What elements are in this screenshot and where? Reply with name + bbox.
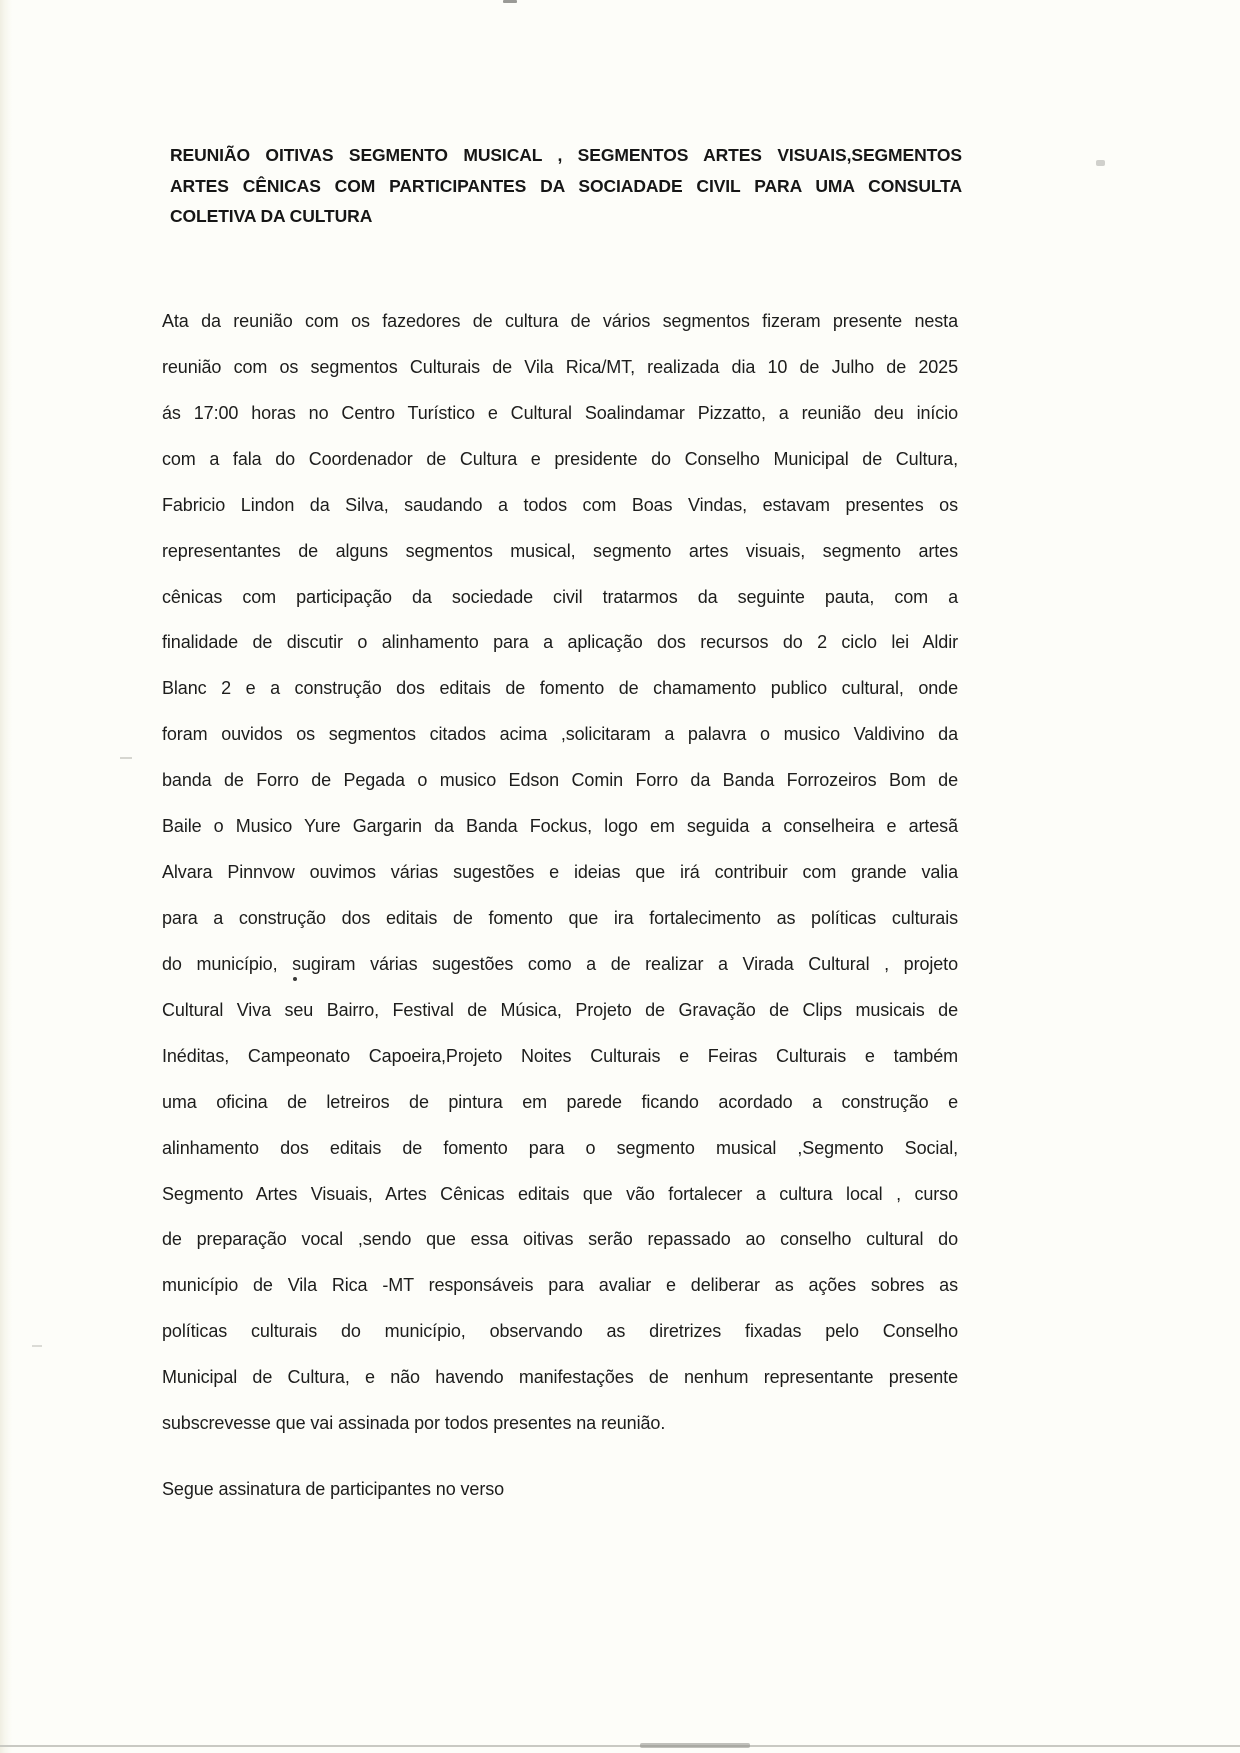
- body-line: finalidade de discutir o alinhamento para a aplicação dos recursos do 2 ciclo lei Aldir: [162, 632, 958, 653]
- scan-artifact: [503, 0, 517, 3]
- body-line: para a construção dos editais de fomento que ira fortalecimento as políticas culturais: [162, 907, 958, 928]
- body-line: Alvara Pinnvow ouvimos várias sugestões e ideias que irá contribuir com grande valia: [162, 862, 958, 883]
- body-line: Ata da reunião com os fazedores de cultura de vários segmentos fizeram presente nesta: [162, 311, 958, 331]
- body-line: Municipal de Cultura, e não havendo manifestações de nenhum representante presente: [162, 1367, 958, 1388]
- document-title-line: ARTES CÊNICAS COM PARTICIPANTES DA SOCIADADE CIVIL PARA UMA CONSULTA: [170, 175, 962, 196]
- scan-artifact: [32, 1345, 42, 1347]
- body-line: alinhamento dos editais de fomento para o segmento musical ,Segmento Social,: [162, 1137, 958, 1158]
- document-title-line: COLETIVA DA CULTURA: [170, 206, 373, 226]
- closing-line: Segue assinatura de participantes no verso: [162, 1479, 505, 1499]
- body-line: Baile o Musico Yure Gargarin da Banda Fockus, logo em seguida a conselheira e artesã: [162, 816, 958, 837]
- body-line: cênicas com participação da sociedade civil tratarmos da seguinte pauta, com a: [162, 586, 958, 607]
- body-line: Fabricio Lindon da Silva, saudando a todos com Boas Vindas, estavam presentes os: [162, 494, 958, 515]
- body-line: políticas culturais do município, observando as diretrizes fixadas pelo Conselho: [162, 1321, 958, 1342]
- body-line: ás 17:00 horas no Centro Turístico e Cultural Soalindamar Pizzatto, a reunião deu início: [162, 402, 958, 423]
- scan-artifact: [1096, 160, 1105, 166]
- body-line: Inéditas, Campeonato Capoeira,Projeto Noites Culturais e Feiras Culturais e também: [162, 1045, 958, 1066]
- body-line: Cultural Viva seu Bairro, Festival de Música, Projeto de Gravação de Clips musicais de: [162, 999, 958, 1020]
- body-line: banda de Forro de Pegada o musico Edson Comin Forro da Banda Forrozeiros Bom de: [162, 770, 958, 791]
- scan-bottom-edge-line: [0, 1745, 1240, 1747]
- document-body: [162, 299, 958, 1447]
- document-title: [170, 140, 962, 232]
- document-closing: [162, 1467, 958, 1512]
- body-line: representantes de alguns segmentos musical, segmento artes visuais, segmento artes: [162, 540, 958, 561]
- document-title-line: REUNIÃO OITIVAS SEGMENTO MUSICAL , SEGMENTOS ARTES VISUAIS,SEGMENTOS: [170, 145, 962, 165]
- body-line: de preparação vocal ,sendo que essa oitivas serão repassado ao conselho cultural do: [162, 1229, 958, 1250]
- body-line: subscrevesse que vai assinada por todos presentes na reunião.: [162, 1413, 666, 1434]
- scan-left-edge-shading: [0, 0, 12, 1753]
- body-line: município de Vila Rica -MT responsáveis para avaliar e deliberar as ações sobres as: [162, 1275, 958, 1296]
- body-line: Blanc 2 e a construção dos editais de fomento de chamamento publico cultural, onde: [162, 678, 958, 699]
- body-line: uma oficina de letreiros de pintura em parede ficando acordado a construção e: [162, 1091, 958, 1112]
- body-line: reunião com os segmentos Culturais de Vila Rica/MT, realizada dia 10 de Julho de 2025: [162, 356, 958, 377]
- body-line: com a fala do Coordenador de Cultura e presidente do Conselho Municipal de Cultura,: [162, 448, 958, 469]
- body-line: Segmento Artes Visuais, Artes Cênicas editais que vão fortalecer a cultura local , curso: [162, 1183, 958, 1204]
- scan-artifact: [640, 1743, 750, 1748]
- body-line: do município, sugiram várias sugestões como a de realizar a Virada Cultural , projeto: [162, 953, 958, 974]
- scan-artifact: [120, 757, 132, 759]
- body-line: foram ouvidos os segmentos citados acima ,solicitaram a palavra o musico Valdivino da: [162, 724, 958, 745]
